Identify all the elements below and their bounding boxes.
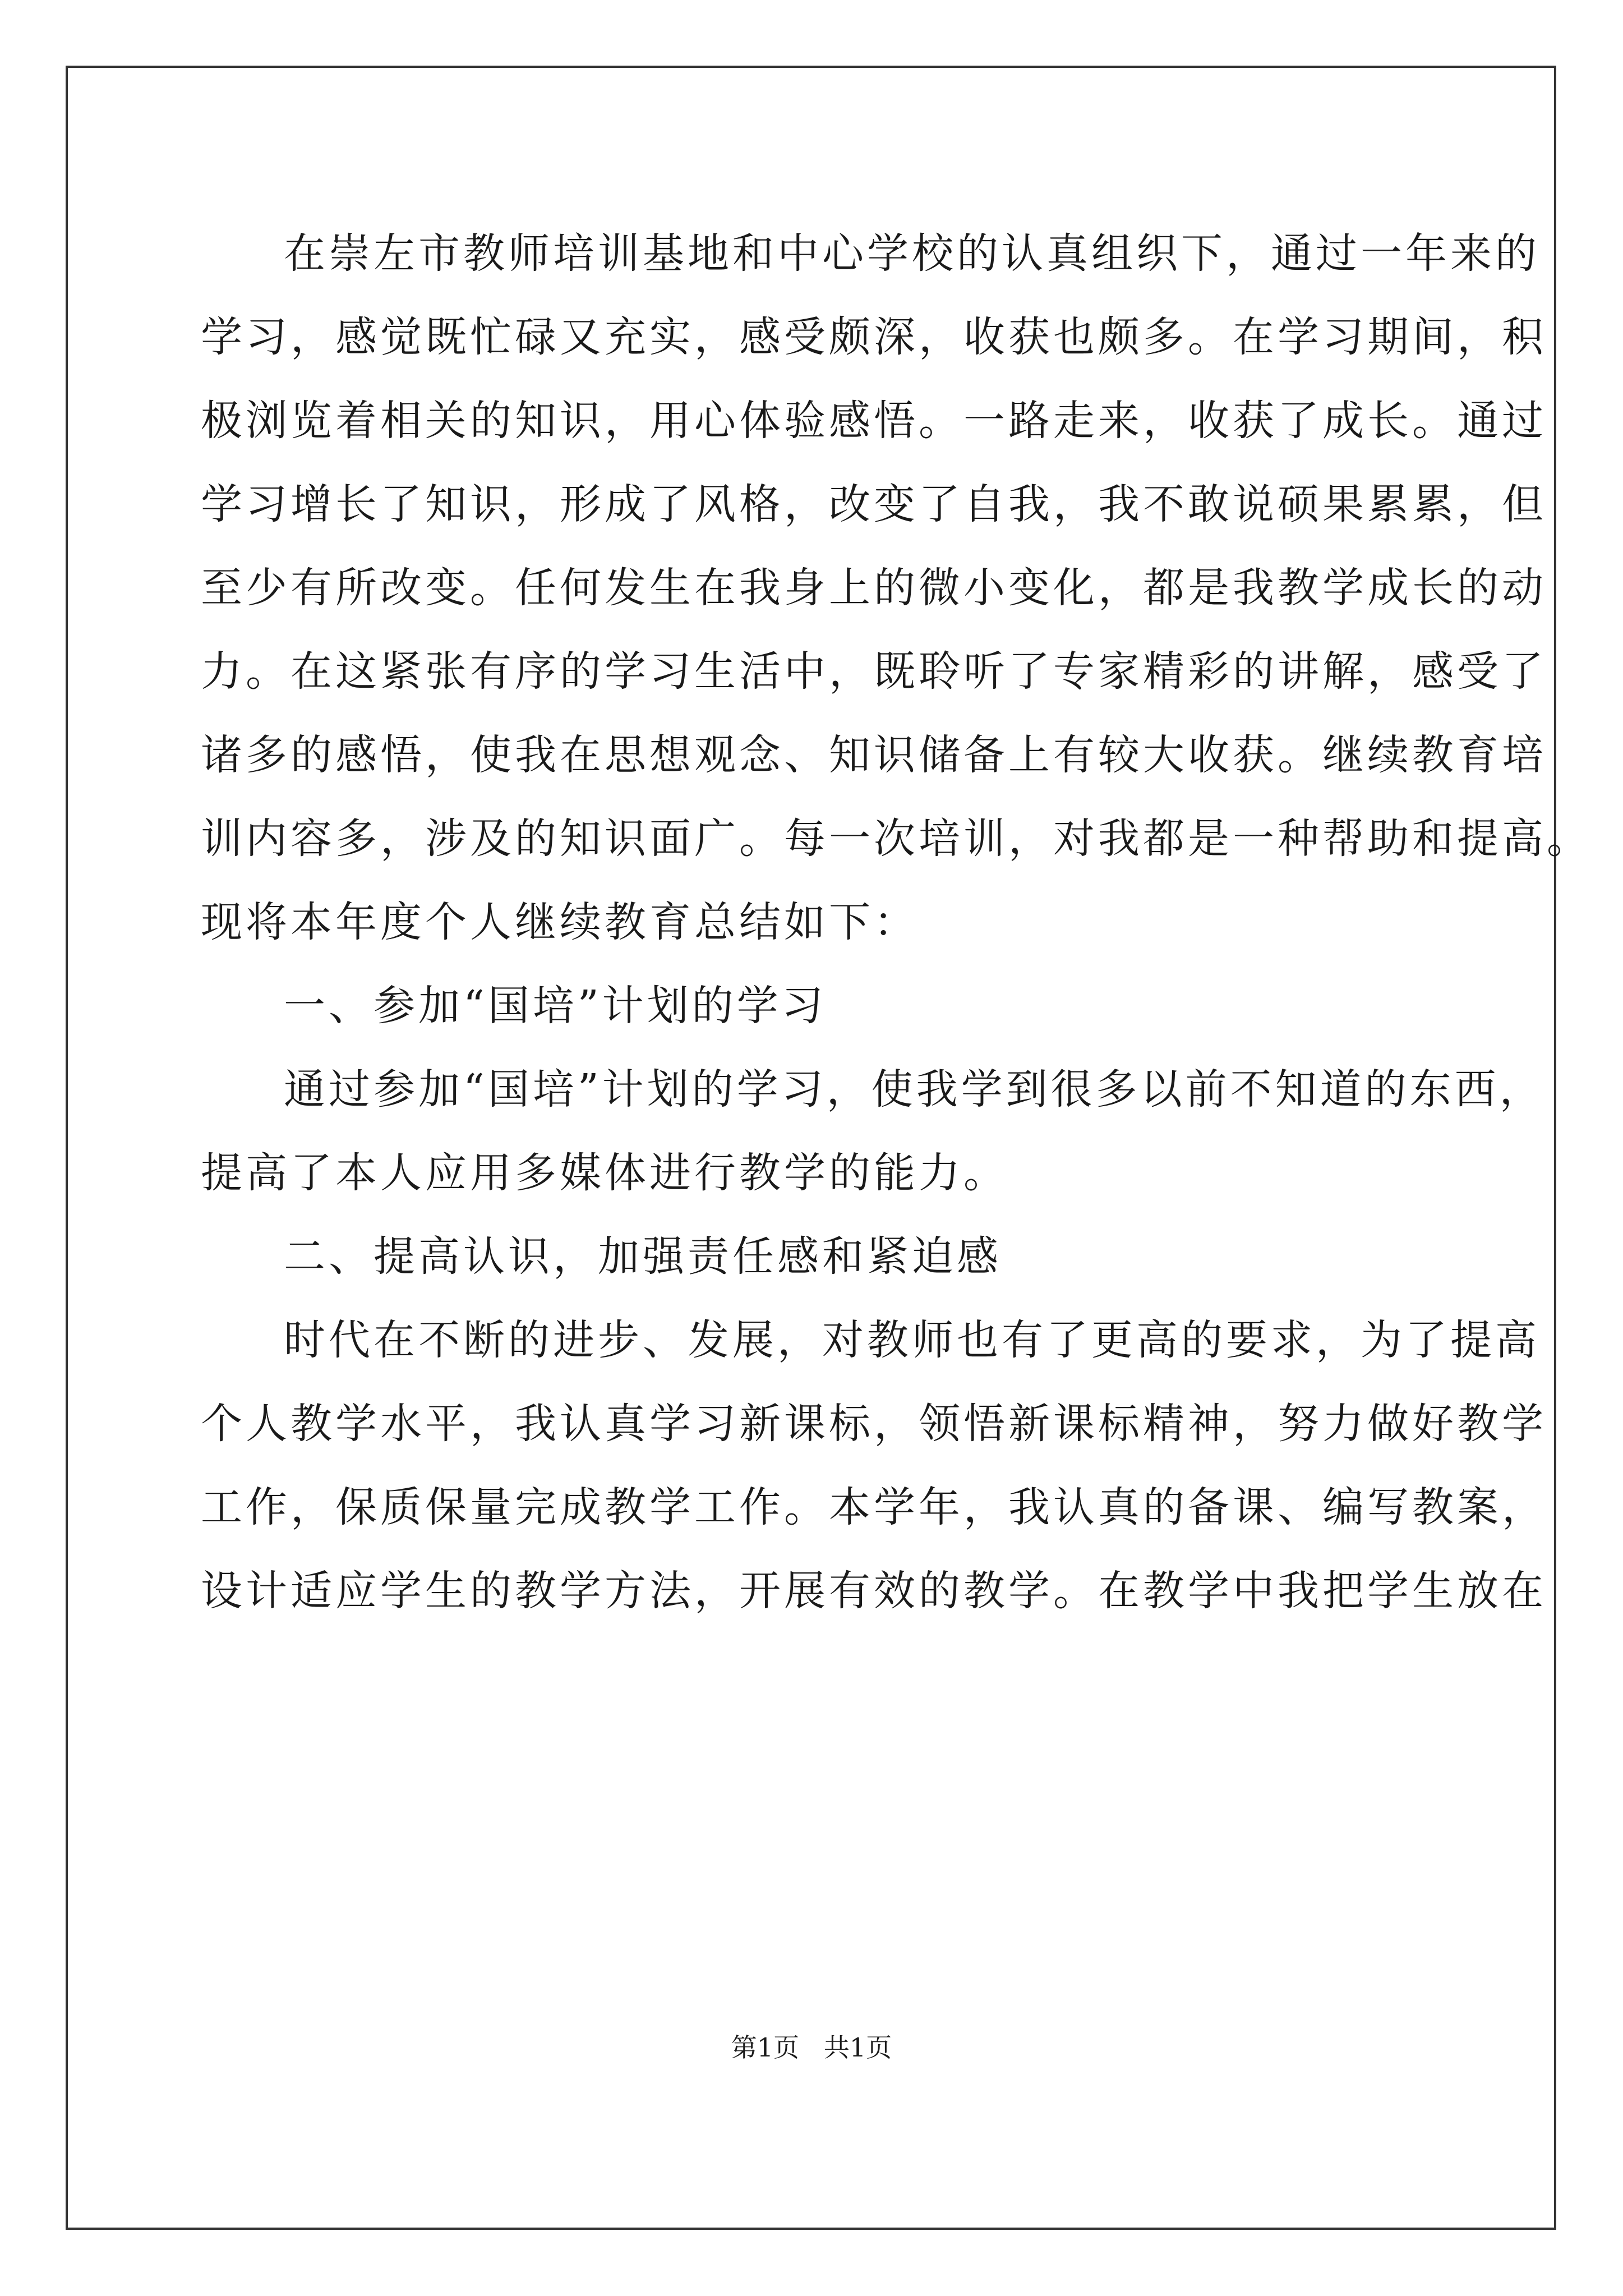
text-line: 在崇左市教师培训基地和中心学校的认真组织下，通过一年来的	[284, 229, 1540, 278]
page-footer	[0, 2031, 1623, 2064]
text-line: 二、提高认识，加强责任感和紧迫感	[284, 1232, 1002, 1281]
text-line: 力。在这紧张有序的学习生活中，既聆听了专家精彩的讲解，感受了	[201, 647, 1547, 696]
text-line: 学习增长了知识，形成了风格，改变了自我，我不敢说硕果累累，但	[201, 480, 1547, 528]
text-line: 现将本年度个人继续教育总结如下：	[201, 898, 919, 946]
document-body	[201, 212, 1592, 1633]
text-line: 极浏览着相关的知识，用心体验感悟。一路走来，收获了成长。通过	[201, 397, 1547, 445]
text-line: 诸多的感悟，使我在思想观念、知识储备上有较大收获。继续教育培	[201, 731, 1547, 779]
text-line: 时代在不断的进步、发展，对教师也有了更高的要求，为了提高	[284, 1316, 1540, 1364]
page-number-label: 第1页 共1页	[731, 2032, 892, 2063]
text-line: 训内容多，涉及的知识面广。每一次培训，对我都是一种帮助和提高。	[201, 815, 1592, 863]
text-line: 设计适应学生的教学方法，开展有效的教学。在教学中我把学生放在	[201, 1567, 1547, 1615]
text-line: 个人教学水平，我认真学习新课标，领悟新课标精神，努力做好教学	[201, 1400, 1547, 1448]
text-line: 至少有所改变。任何发生在我身上的微小变化，都是我教学成长的动	[201, 564, 1547, 612]
text-line: 学习，感觉既忙碌又充实，感受颇深，收获也颇多。在学习期间，积	[201, 313, 1547, 361]
text-line: 工作，保质保量完成教学工作。本学年，我认真的备课、编写教案，	[201, 1483, 1547, 1531]
text-line: 提高了本人应用多媒体进行教学的能力。	[201, 1149, 1008, 1197]
text-line: 一、参加“国培”计划的学习	[284, 982, 827, 1030]
text-line: 通过参加“国培”计划的学习，使我学到很多以前不知道的东西，	[284, 1065, 1544, 1114]
